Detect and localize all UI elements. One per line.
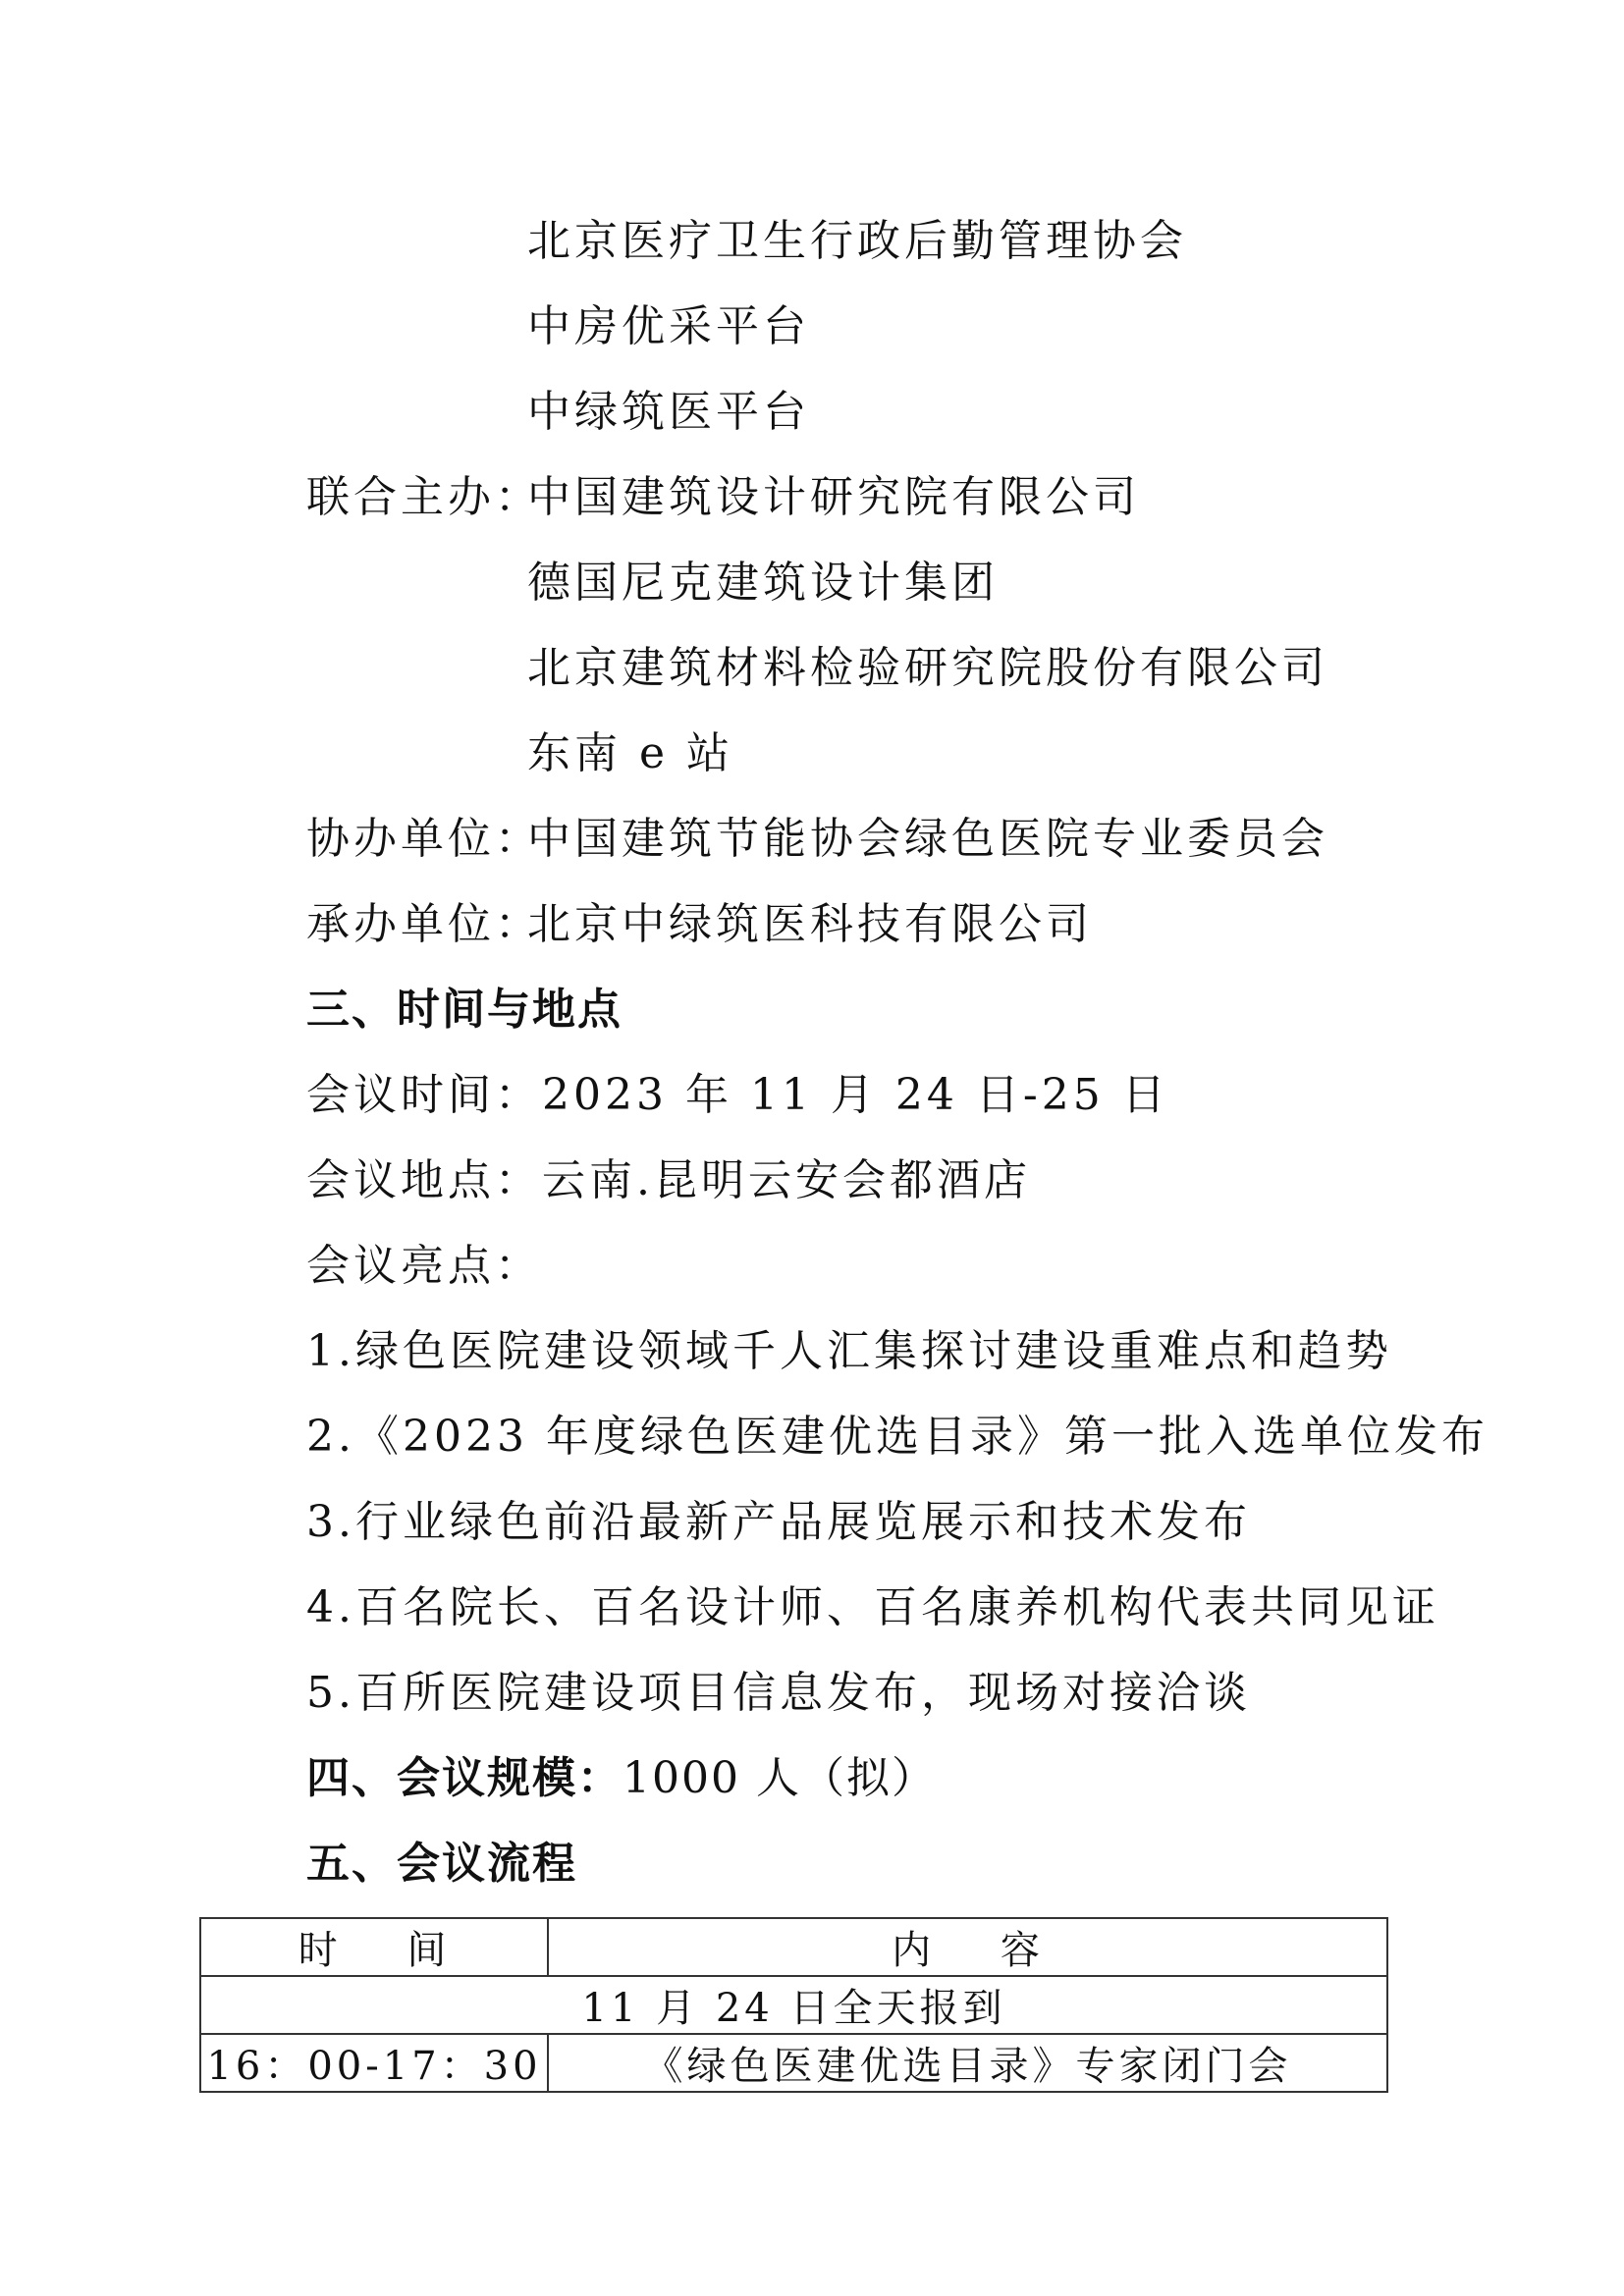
schedule-header-time: 时 间 — [200, 1918, 548, 1976]
meeting-venue: 会议地点：云南.昆明云安会都酒店 — [306, 1155, 1031, 1205]
section-3-heading: 三、时间与地点 — [306, 985, 623, 1035]
assisting-unit-value: 中国建筑节能协会绿色医院专业委员会 — [527, 814, 1328, 864]
co-host-item-3: 北京建筑材料检验研究院股份有限公司 — [527, 643, 1328, 693]
organizer-line-1: 北京医疗卫生行政后勤管理协会 — [527, 216, 1187, 266]
section-5-heading: 五、会议流程 — [306, 1839, 577, 1889]
undertaking-unit-value: 北京中绿筑医科技有限公司 — [527, 899, 1093, 949]
co-host-item-4: 东南 e 站 — [527, 728, 734, 778]
highlight-item-2: 2.《2023 年度绿色医建优选目录》第一批入选单位发布 — [306, 1412, 1489, 1462]
highlight-item-1: 1.绿色医院建设领域千人汇集探讨建设重难点和趋势 — [306, 1326, 1392, 1376]
undertaking-unit-label: 承办单位： — [306, 899, 542, 949]
schedule-header-row — [200, 1918, 1387, 1976]
section-4-heading: 四、会议规模： — [306, 1753, 623, 1803]
schedule-table — [199, 1917, 1388, 2093]
assisting-unit-label: 协办单位： — [306, 814, 542, 864]
organizer-line-2: 中房优采平台 — [527, 301, 810, 351]
highlight-item-3: 3.行业绿色前沿最新产品展览展示和技术发布 — [306, 1497, 1251, 1547]
organizer-line-3: 中绿筑医平台 — [527, 387, 810, 437]
co-hosts-label: 联合主办： — [306, 472, 542, 522]
co-host-item-1: 中国建筑设计研究院有限公司 — [527, 472, 1140, 522]
schedule-row-time: 16：00-17：30 — [200, 2034, 548, 2092]
section-4 — [306, 1749, 937, 1808]
schedule-day-label: 11 月 24 日全天报到 — [200, 1976, 1387, 2034]
schedule-header-content: 内 容 — [548, 1918, 1387, 1976]
section-4-value: 1000 人（拟） — [623, 1753, 937, 1803]
schedule-row-content: 《绿色医建优选目录》专家闭门会 — [548, 2034, 1387, 2092]
highlights-label: 会议亮点： — [306, 1241, 542, 1291]
highlight-item-4: 4.百名院长、百名设计师、百名康养机构代表共同见证 — [306, 1582, 1439, 1632]
meeting-time: 会议时间：2023 年 11 月 24 日-25 日 — [306, 1070, 1169, 1120]
schedule-day-row — [200, 1976, 1387, 2034]
table-row — [200, 2034, 1387, 2092]
co-host-item-2: 德国尼克建筑设计集团 — [527, 558, 999, 608]
highlight-item-5: 5.百所医院建设项目信息发布，现场对接洽谈 — [306, 1668, 1251, 1718]
